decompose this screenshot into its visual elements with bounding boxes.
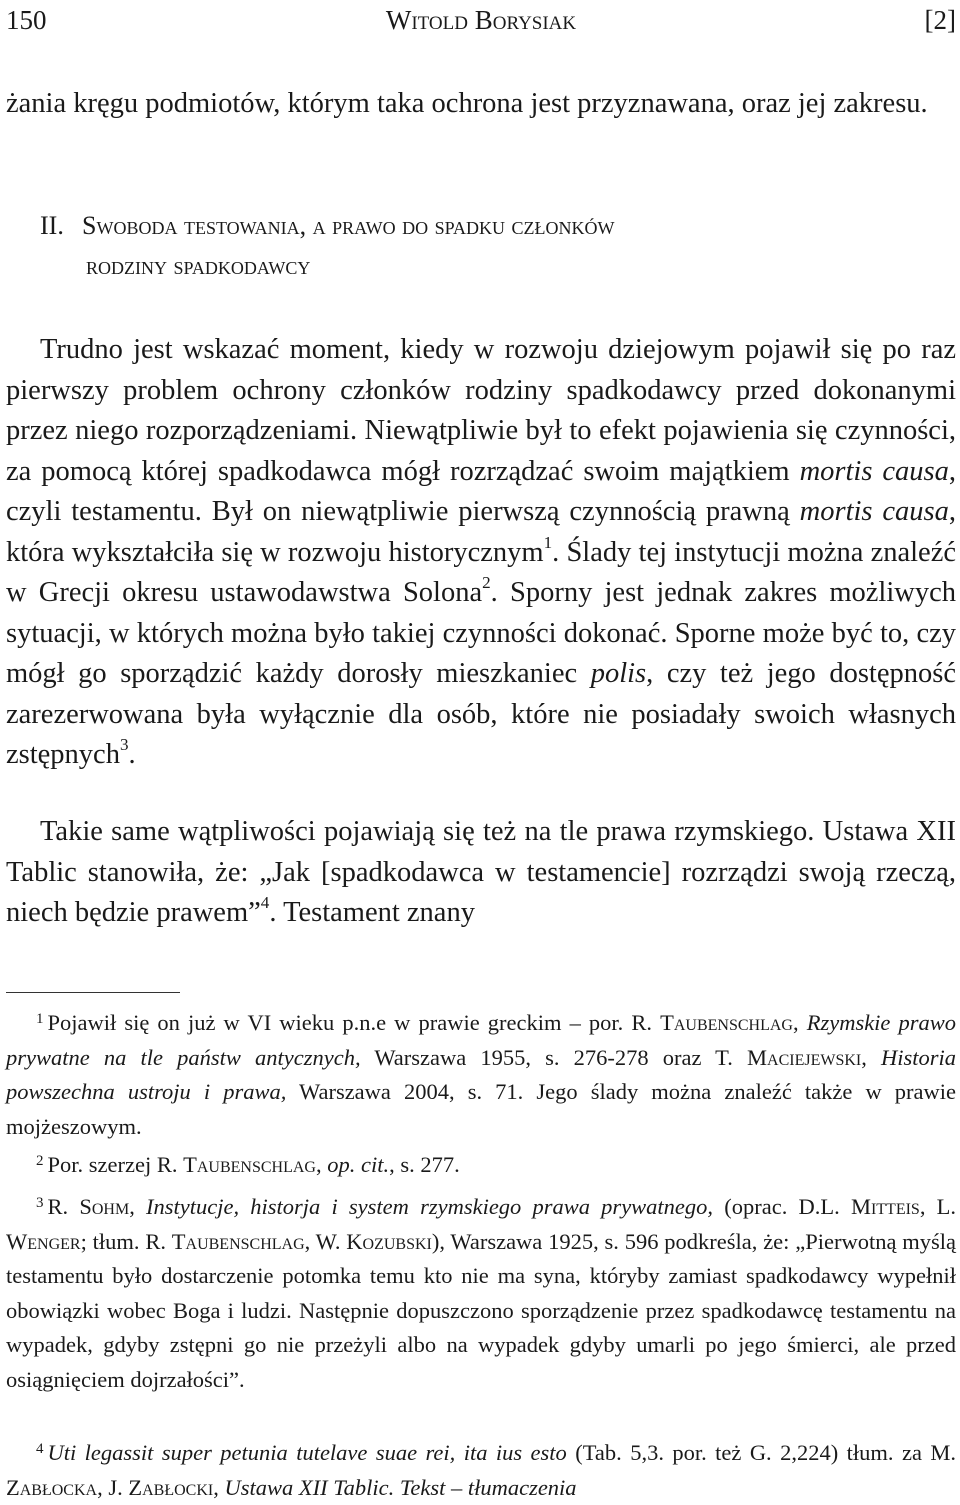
text-run: (oprac. D.L. [713, 1194, 851, 1219]
text-run: . Sporny jest jednak zakres możliwych sytuacji, w których można było takiej czynności dokonać. Sporne może być to, czy mógł go sporządzić każdy dorosły mieszkaniec [6, 577, 956, 689]
author-name: Sohm [79, 1194, 130, 1219]
footnote-ref-4[interactable]: 4 [260, 893, 270, 913]
text-run: Warszawa 2004, s. 71. Jego ślady można znaleźć także w prawie mojżeszowym. [6, 1079, 956, 1139]
italic-term: mortis causa [799, 496, 949, 527]
text-run: , [213, 1474, 225, 1500]
work-title: Ustawa XII Tablic. Tekst – tłumaczenia [224, 1474, 577, 1500]
text-run: (Tab. 5,3. por. też G. 2,224) tłum. za M. [566, 1440, 956, 1465]
text-run: , s. 277. [389, 1152, 460, 1177]
text-run: , W. [304, 1228, 347, 1254]
footnote-3 [6, 1190, 956, 1397]
text-run: , czyli testamentu. Był on niewątpliwie pierwszą czynnością prawną [6, 455, 957, 527]
page-number: 150 [6, 5, 47, 35]
section-reference: [2] [924, 5, 956, 35]
text-run: , [792, 1010, 807, 1035]
footnote-ref-1[interactable]: 1 [543, 532, 553, 552]
latin-quote: Uti legassit super petunia tutelave suae rei, ita ius esto [47, 1440, 567, 1465]
italic-term: polis [590, 658, 647, 689]
text-run: , która wykształciła się w rozwoju historycznym [6, 496, 957, 568]
text-run: , [861, 1044, 881, 1070]
body-paragraph-2 [6, 812, 956, 934]
text-run: , [315, 1152, 328, 1177]
text-run: . Testament znany [269, 897, 475, 928]
text-run: , czy też jego dostępność zarezerwowana była wyłącznie dla osób, które nie posiadały swoich własnych zstępnych [6, 658, 956, 770]
footnote-marker: 3 [36, 1195, 44, 1211]
author-name: Zabłocka [6, 1474, 98, 1500]
text-run: , L. [919, 1194, 957, 1219]
text-run: Pojawił się on już w VI wieku p.n.e w prawie greckim – por. R. [47, 1010, 661, 1035]
text-run: , J. [97, 1474, 129, 1500]
text-run: Takie same wątpliwości pojawiają się też na tle prawa rzymskiego. Ustawa XII Tablic stanowiła, że: „Jak [spadkodawca w testamencie] rozrządzi swoją rzeczą, niech będzie prawem” [6, 816, 956, 928]
continuation-paragraph: żania kręgu podmiotów, którym taka ochrona jest przyznawana, oraz jej zakresu. [6, 88, 928, 119]
footnote-1 [6, 1006, 956, 1144]
footnote-marker: 1 [36, 1011, 44, 1027]
author-name: Kozubski [346, 1228, 432, 1254]
text-run: ), Warszawa 1925, s. 596 podkreśla, że: „Pierwotną myślą testamentu było dostarczenie potomka temu kto nie ma syna, któryby zamiast spadkodawcy wypełnił obowiązki wobec Boga i ludzi. Następnie dopuszczono sporządzenie przez spadkodawcę testamentu na wypadek, gdyby zstępni go nie przeżyli albo na wypadek gdyby umarli po jego śmierci, ale przed osiągnięciem dojrzałości”. [6, 1228, 957, 1392]
author-name: Taubenschlag [183, 1152, 316, 1177]
footnote-marker: 4 [36, 1441, 44, 1457]
author-name: Mitteis [850, 1194, 920, 1219]
work-title: Rzymskie prawo prywatne na tle państw antycznych, [6, 1010, 957, 1070]
footnote-4 [6, 1436, 956, 1505]
running-header-author: Witold Borysiak [385, 5, 577, 35]
section-heading [6, 206, 956, 286]
author-name: Zabłocki [128, 1474, 214, 1500]
citation-abbreviation: op. cit. [327, 1152, 390, 1177]
author-name: Maciejewski [747, 1044, 862, 1070]
work-title: Instytucje, historja i system rzymskiego prawa prywatnego, [146, 1194, 714, 1219]
running-header [6, 2, 956, 38]
footnote-separator [6, 992, 180, 993]
footnote-ref-2[interactable]: 2 [482, 573, 491, 593]
footnote-2 [6, 1148, 956, 1183]
footnote-marker: 2 [36, 1153, 44, 1169]
author-name: Wenger [6, 1228, 81, 1254]
text-run: Warszawa 1955, s. 276-278 oraz T. [360, 1044, 748, 1070]
body-paragraph-1 [6, 330, 956, 776]
section-title-line2: rodziny spadkodawcy [86, 251, 311, 280]
italic-term: mortis causa [799, 455, 949, 487]
author-name: Taubenschlag [171, 1228, 305, 1254]
text-run: ; tłum. R. [80, 1228, 172, 1254]
text-run: . [128, 739, 136, 770]
text-run: . Ślady tej instytucji można znaleźć w Grecji okresu ustawodawstwa Solona [6, 536, 956, 608]
text-run: R. [47, 1194, 80, 1219]
text-run: Trudno jest wskazać moment, kiedy w rozwoju dziejowym pojawił się po raz pierwszy problem ochrony członków rodziny spadkodawcy przed dokonanymi przez niego rozporządzeniami. Niewątpliwie był to efekt pojawienia się czynności, za pomocą której spadkodawca mógł rozrządzać swoim majątkiem [6, 334, 956, 487]
section-numeral: II. [40, 211, 64, 240]
author-name: Taubenschlag [660, 1010, 793, 1035]
section-title-line1: Swoboda testowania, a prawo do spadku członków [82, 211, 615, 240]
text-run: , [129, 1194, 146, 1219]
footnote-ref-3[interactable]: 3 [119, 735, 129, 755]
text-run: Por. szerzej R. [47, 1152, 184, 1177]
work-title: Historia powszechna ustroju i prawa, [6, 1044, 957, 1104]
